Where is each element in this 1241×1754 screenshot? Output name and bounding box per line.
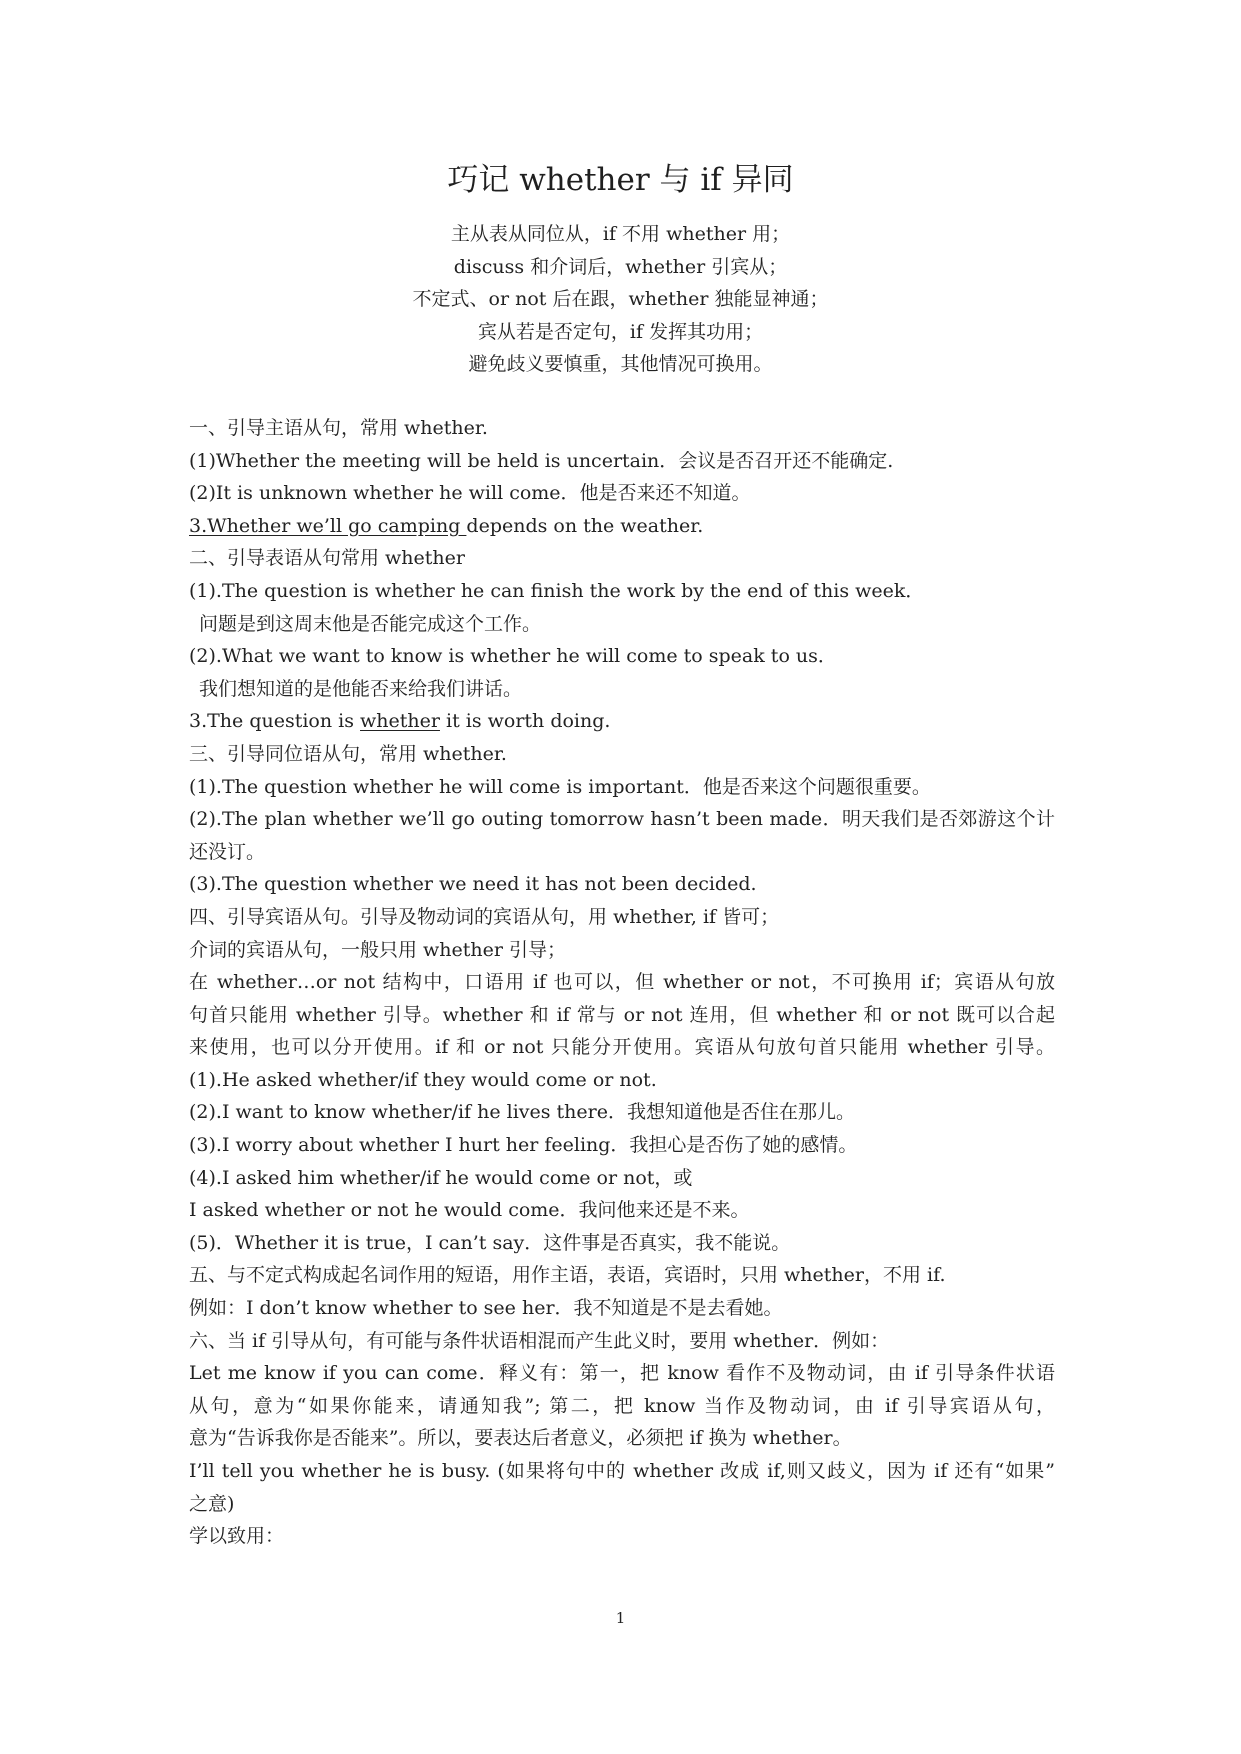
rule-text: 在 whether…or not 结构中，口语用 if 也可以，但 whether or not，不可换用 if；宾语从句放 [189,971,1055,994]
example-sentence: (2).What we want to know is whether he will come to speak to us． [189,645,837,668]
example-sentence: 3.Whether we’ll go camping depends on the weather. [189,514,704,537]
example-sentence: (1).The question whether he will come is important．他是否来这个问题很重要。 [189,775,931,798]
example-sentence: (3).I worry about whether I hurt her feeling．我担心是否伤了她的感情。 [189,1134,858,1157]
verse-line: 主从表从同位从，if 不用 whether 用； [450,223,791,245]
verse-line: discuss 和介词后，whether 引宾从； [453,255,788,278]
section-heading-6: 六、当 if 引导从句，有可能与条件状语相混而产生此义时，要用 whether．例如： [189,1329,890,1352]
verse-line: 不定式、or not 后在跟，whether 独能显神通； [412,288,829,310]
underlined-clause: 3.Whether we’ll go camping [189,514,467,537]
example-sentence: (4).I asked him whether/if he would come or not，或 [189,1166,693,1189]
example-sentence: 3.The question is whether it is worth doing. [189,710,611,733]
example-sentence: (3).The question whether we need it has not been decided. [189,873,757,896]
example-sentence: (1).The question is whether he can finish the work by the end of this week． [189,579,925,602]
section-heading-3: 三、引导同位语从句，常用 whether. [189,742,507,765]
rule-text: 来使用，也可以分开使用。if 和 or not 只能分开使用。宾语从句放句首只能用 whether 引导。 [189,1036,1055,1059]
section-heading-4: 四、引导宾语从句。引导及物动词的宾语从句，用 whether, if 皆可； [189,905,780,928]
example-sentence: (1).He asked whether/if they would come or not. [189,1068,657,1091]
verse-line: 避免歧义要慎重，其他情况可换用。 [468,353,773,375]
verse-line: 宾从若是否定句，if 发挥其功用； [477,320,764,343]
rule-text: 句首只能用 whether 引导。whether 和 if 常与 or not 连用，但 whether 和 or not 既可以合起 [189,1003,1055,1026]
example-sentence: (5)．Whether it is true，I can’t say．这件事是否真实，我不能说。 [189,1231,791,1254]
mnemonic-verse [0,218,1241,381]
document-body [189,412,1055,1553]
example-sentence: 例如：I don’t know whether to see her．我不知道是不是去看她。 [189,1297,783,1320]
rule-text: Let me know if you can come．释义有：第一，把 know 看作不及物动词，由 if 引导条件状语 [189,1362,1055,1385]
rule-text: 介词的宾语从句，一般只用 whether 引导； [189,938,567,961]
example-sentence: (2).I want to know whether/if he lives there．我想知道他是否住在那儿。 [189,1101,855,1124]
example-sentence: I’ll tell you whether he is busy. (如果将句中的 whether 改成 if,则又歧义，因为 if 还有“如果” [189,1460,1055,1482]
page-number: 1 [615,1609,626,1627]
example-sentence-continued: 还没订。 [189,840,266,863]
underlined-word: whether [360,710,440,733]
example-sentence: I asked whether or not he would come．我问他来还是不来。 [189,1199,750,1222]
example-sentence-continued: 之意) [189,1492,235,1515]
rule-text: 从句，意为“如果你能来，请通知我”; 第二，把 know 当作及物动词，由 if 引导宾语从句， [189,1394,1055,1417]
example-sentence: (2)It is unknown whether he will come．他是否来还不知道。 [189,482,751,505]
example-translation: 我们想知道的是他能否来给我们讲话。 [199,677,523,700]
section-heading-5: 五、与不定式构成起名词作用的短语，用作主语，表语，宾语时，只用 whether，不用 if. [189,1264,946,1287]
example-sentence: (2).The plan whether we’ll go outing tomorrow hasn’t been made．明天我们是否郊游这个计 [189,808,1055,831]
example-sentence: (1)Whether the meeting will be held is uncertain．会议是否召开还不能确定. [189,449,894,472]
rule-text: 意为“告诉我你是否能来”。所以，要表达后者意义，必须把 if 换为 whether。 [189,1427,852,1450]
document-title: 巧记 whether 与 if 异同 [447,162,794,198]
practice-heading: 学以致用： [189,1525,285,1548]
section-heading-2: 二、引导表语从句常用 whether [189,547,465,570]
section-heading-1: 一、引导主语从句，常用 whether. [189,417,488,439]
example-translation: 问题是到这周末他是否能完成这个工作。 [199,612,542,635]
